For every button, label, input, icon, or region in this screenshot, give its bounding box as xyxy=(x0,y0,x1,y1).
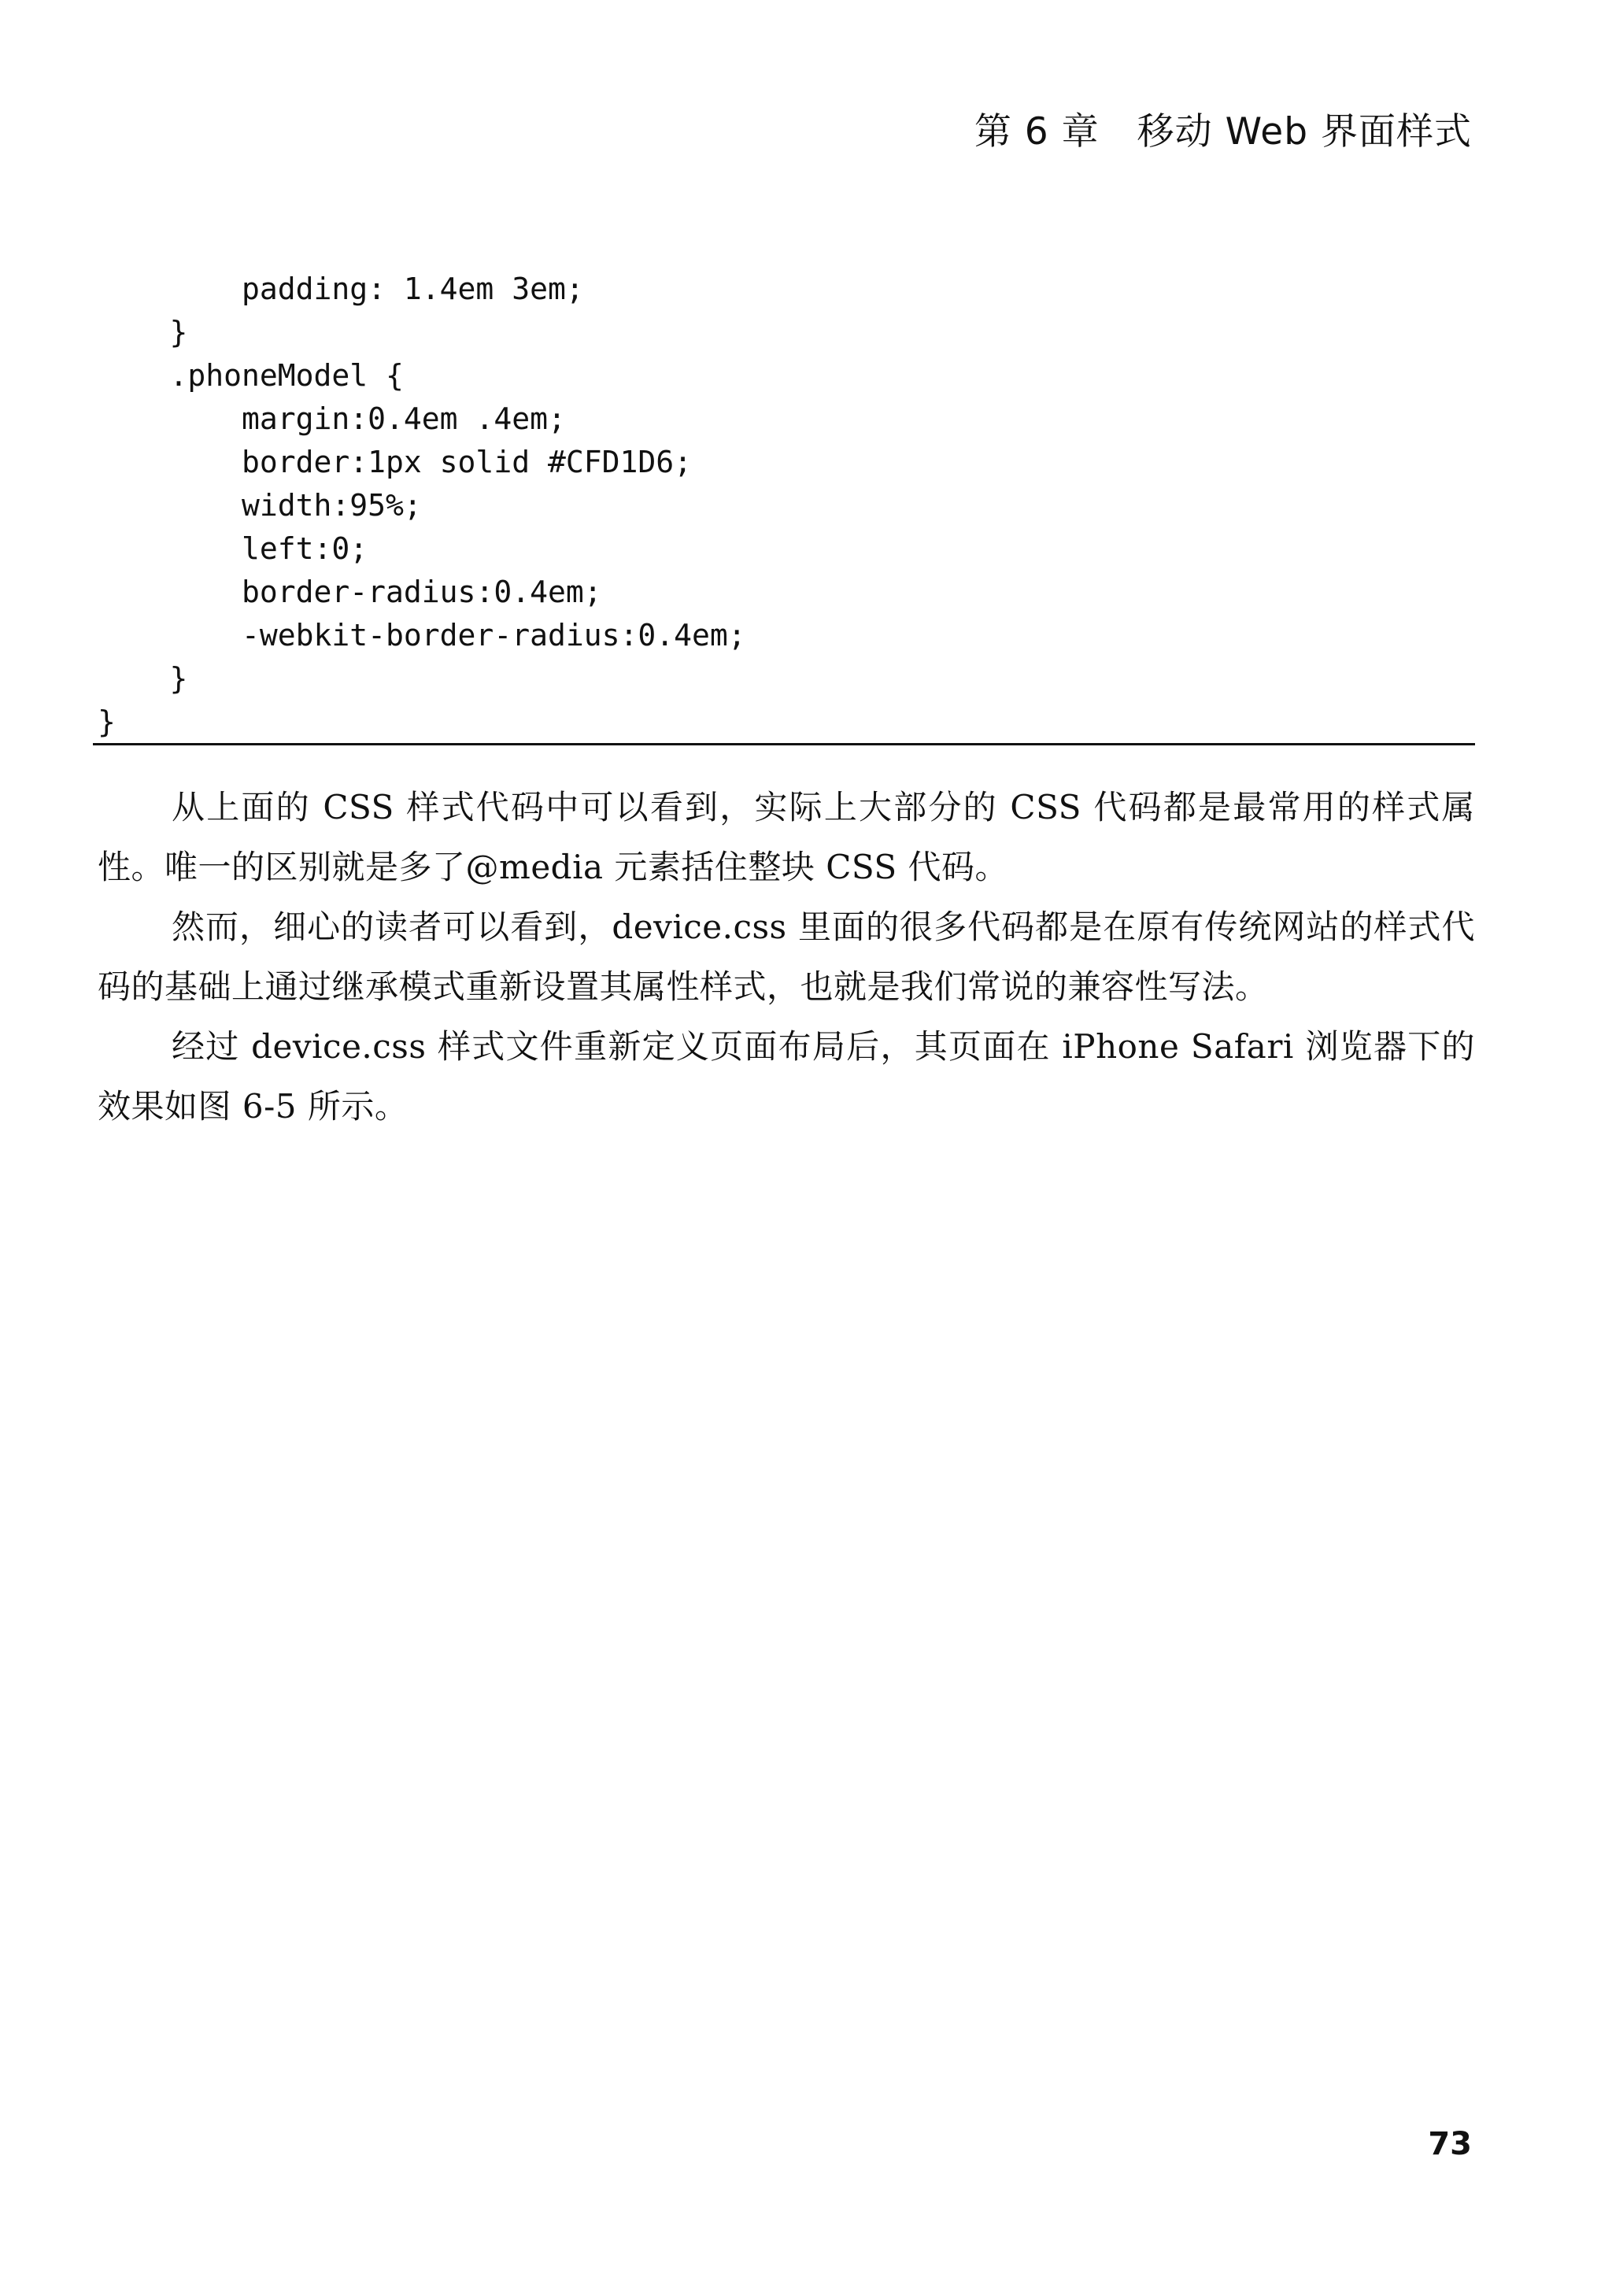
paragraph: 从上面的 CSS 样式代码中可以看到，实际上大部分的 CSS 代码都是最常用的样式属性。唯一的区别就是多了@media 元素括住整块 CSS 代码。 xyxy=(98,788,1475,886)
code-line: border-radius:0.4em; xyxy=(98,575,602,609)
code-line: -webkit-border-radius:0.4em; xyxy=(98,618,746,653)
code-line: } xyxy=(98,661,188,696)
code-line: padding: 1.4em 3em; xyxy=(98,272,584,306)
code-line: margin:0.4em .4em; xyxy=(98,401,566,436)
code-block xyxy=(98,268,1475,744)
code-line: left:0; xyxy=(98,531,368,566)
body-text xyxy=(98,778,1475,1137)
code-line: border:1px solid #CFD1D6; xyxy=(98,445,692,479)
code-divider xyxy=(93,743,1475,745)
page-number: 73 xyxy=(1428,2126,1472,2162)
code-line: width:95%; xyxy=(98,488,422,523)
paragraph: 经过 device.css 样式文件重新定义页面布局后，其页面在 iPhone Safari 浏览器下的效果如图 6-5 所示。 xyxy=(98,1027,1475,1126)
code-line: } xyxy=(98,704,116,739)
code-line: } xyxy=(98,315,188,349)
paragraph: 然而，细心的读者可以看到，device.css 里面的很多代码都是在原有传统网站的样式代码的基础上通过继承模式重新设置其属性样式，也就是我们常说的兼容性写法。 xyxy=(98,908,1475,1006)
code-line: .phoneModel { xyxy=(98,358,404,393)
chapter-header: 第 6 章 移动 Web 界面样式 xyxy=(974,110,1472,153)
